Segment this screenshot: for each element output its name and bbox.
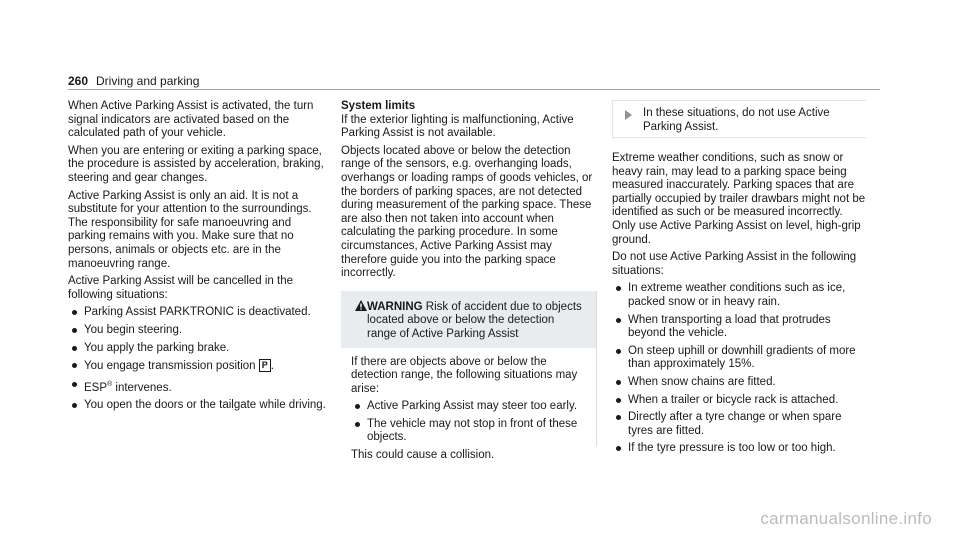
page-number: 260 — [68, 74, 89, 88]
situations-list — [612, 282, 866, 456]
bullet-icon — [616, 446, 621, 451]
list-item: Active Parking Assist may steer too early. — [351, 400, 586, 414]
list-item: If the tyre pressure is too low or too high. — [612, 442, 866, 456]
paragraph: When you are entering or exiting a parking space, the procedure is assisted by acceleration, braking, steering and gear changes. — [68, 144, 324, 184]
bullet-icon — [72, 403, 77, 408]
bullet-icon — [355, 422, 360, 427]
bullet-icon — [616, 318, 621, 323]
bullet-icon — [72, 382, 77, 387]
note-text: In these situations, do not use Active Parking Assist. — [643, 107, 830, 133]
list-item: You begin steering. — [68, 324, 330, 338]
warning-triangle-icon — [355, 300, 367, 311]
warning-box — [341, 291, 597, 462]
paragraph: Do not use Active Parking Assist in the following situations: — [612, 251, 857, 277]
list-item: You apply the parking brake. — [68, 342, 330, 356]
list-item: When transporting a load that protrudes beyond the vehicle. — [612, 314, 866, 341]
column-middle — [341, 100, 595, 462]
bullet-icon — [72, 310, 77, 315]
paragraph: When Active Parking Assist is activated, the turn signal indicators are activated based on the calculated path of your vehicle. — [68, 100, 314, 140]
bullet-icon — [616, 286, 621, 291]
list-item: You engage transmission position P . — [68, 359, 330, 374]
bullet-icon — [355, 404, 360, 409]
bullet-icon — [72, 328, 77, 333]
list-item: Parking Assist PARKTRONIC is deactivated. — [68, 306, 330, 320]
watermark: carmanualsonline.info — [760, 509, 932, 528]
warning-header — [341, 291, 596, 348]
bullet-icon — [616, 380, 621, 385]
bullet-icon — [72, 346, 77, 351]
registered-mark: ® — [107, 380, 113, 388]
paragraph: If there are objects above or below the detection range, the following situations may arise: — [351, 355, 578, 395]
list-item: You open the doors or the tailgate while driving. — [68, 399, 330, 413]
page-header — [68, 62, 880, 90]
list-item: ESP® intervenes. — [68, 378, 330, 395]
bullet-icon — [72, 363, 77, 368]
list-item: Directly after a tyre change or when spare tyres are fitted. — [612, 411, 866, 438]
paragraph: Extreme weather conditions, such as snow or heavy rain, may lead to a parking space being measured inaccurately. Parking spaces that are partially occupied by trailer drawbars might not be identified as such or be measured incorrectly. Only use Active Parking Assist on level, high-grip ground. — [612, 152, 866, 246]
subheading: System limits — [341, 100, 416, 112]
warning-list — [351, 400, 586, 445]
note-box — [612, 100, 866, 138]
paragraph: This could cause a collision. — [351, 449, 495, 462]
paragraph: Active Parking Assist will be cancelled in the following situations: — [68, 275, 293, 301]
list-item: On steep uphill or downhill gradients of more than approximately 15%. — [612, 345, 866, 372]
section-title: Driving and parking — [96, 74, 200, 88]
list-item: When snow chains are fitted. — [612, 376, 866, 390]
list-item: In extreme weather conditions such as ice, packed snow or in heavy rain. — [612, 282, 866, 309]
warning-label: WARNING — [367, 300, 423, 313]
column-left — [68, 100, 330, 417]
park-position-icon: P — [259, 359, 271, 372]
column-right — [612, 100, 866, 460]
bullet-icon — [616, 349, 621, 354]
paragraph: Objects located above or below the detection range of the sensors, e.g. overhanging loads, overhangs or loading ramps of goods vehicles, or the borders of parking spaces, are not detected during measurement of the parking space. These are also then not taken into account when calculating the parking procedure. In some circumstances, Active Parking Assist may therefore guide you into the parking space incorrectly. — [341, 144, 593, 280]
bullet-icon — [616, 398, 621, 403]
paragraph: If the exterior lighting is malfunctioning, Active Parking Assist is not available. — [341, 113, 574, 140]
list-item: The vehicle may not stop in front of these objects. — [351, 418, 586, 445]
list-item: When a trailer or bicycle rack is attached. — [612, 394, 866, 408]
bullet-icon — [616, 415, 621, 420]
warning-body — [341, 348, 596, 463]
arrow-right-icon — [625, 110, 632, 120]
cancellation-list — [68, 306, 330, 412]
warning-title: Risk of accident due to objects located above or below the detection range of Active Parking Assist — [367, 300, 582, 340]
paragraph: Active Parking Assist is only an aid. It is not a substitute for your attention to the surroundings. The responsibility for safe manoeuvring and parking remains with you. Make sure that no persons, animals or objects etc. are in the manoeuvring range. — [68, 189, 312, 270]
